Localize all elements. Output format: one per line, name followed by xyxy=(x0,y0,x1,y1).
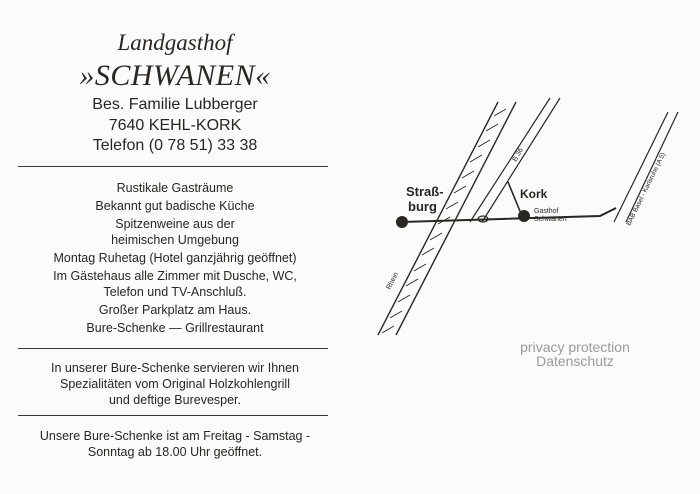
divider xyxy=(18,166,328,167)
inn-label: Gasthof xyxy=(534,208,559,215)
autobahn-label: BAB Basel - Karlsruhe (A 5) xyxy=(625,151,667,227)
privacy-watermark xyxy=(500,340,650,368)
title-schwanen: »SCHWANEN« xyxy=(79,59,271,92)
watermark-line: privacy protection xyxy=(520,339,630,355)
strasbourg-label-2: burg xyxy=(408,199,437,214)
feature-item: heimischen Umgebung xyxy=(111,233,239,247)
divider xyxy=(18,348,328,349)
paragraph-line: Sonntag ab 18.00 Uhr geöffnet. xyxy=(87,445,263,459)
feature-item: Bekannt gut badische Küche xyxy=(95,199,255,213)
feature-item: Großer Parkplatz am Haus. xyxy=(98,303,252,317)
feature-item: Rustikale Gasträume xyxy=(116,181,234,195)
paragraph-line: Unsere Bure-Schenke ist am Freitag - Samstag - xyxy=(39,429,311,443)
feature-item: Montag Ruhetag (Hotel ganzjährig geöffnet) xyxy=(53,251,297,265)
title-landgasthof: Landgasthof xyxy=(117,30,233,55)
gasthof-marker xyxy=(518,210,530,222)
river-label: Rhein xyxy=(385,271,401,291)
feature-item: Spitzenweine aus der xyxy=(115,217,235,231)
feature-item: Im Gästehaus alle Zimmer mit Dusche, WC, xyxy=(53,269,297,283)
feature-item: Bure-Schenke — Grillrestaurant xyxy=(86,321,264,335)
watermark-line: Datenschutz xyxy=(536,353,614,369)
owner-line: Bes. Familie Lubberger xyxy=(92,96,258,113)
strasbourg-label: Straß- xyxy=(406,184,444,199)
paragraph-line: In unserer Bure-Schenke servieren wir Ihnen xyxy=(50,361,300,375)
feature-item: Telefon und TV-Anschluß. xyxy=(103,285,247,299)
location-map xyxy=(370,90,690,340)
city-line: 7640 KEHL-KORK xyxy=(108,117,242,134)
phone-line: Telefon (0 78 51) 33 38 xyxy=(92,137,258,154)
paragraph-line: Spezialitäten vom Original Holzkohlengrill xyxy=(60,377,290,391)
divider xyxy=(18,415,328,416)
kork-label: Kork xyxy=(520,187,548,201)
autobahn-a5 xyxy=(614,112,678,222)
paragraph-line: und deftige Burevesper. xyxy=(108,393,242,407)
strasbourg-marker xyxy=(396,216,408,228)
inn-label-2: Schwanen xyxy=(534,216,567,223)
road-label: B 36 xyxy=(511,147,525,163)
